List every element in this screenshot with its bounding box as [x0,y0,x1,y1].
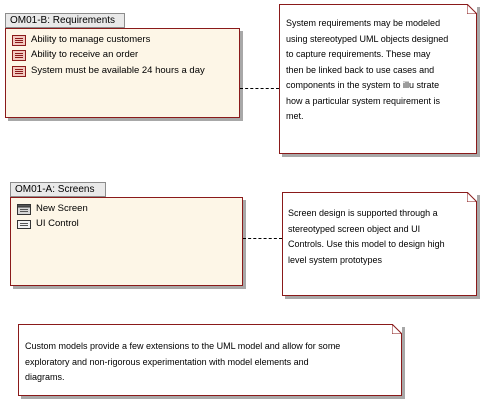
requirement-label: System must be available 24 hours a day [31,65,205,76]
package-tab[interactable] [10,182,106,197]
note-line: exploratory and non-rigorous experimentation with model elements and [25,356,309,367]
package-tab[interactable] [5,13,125,28]
ui-control-label: UI Control [36,218,79,229]
screen-icon [17,204,31,215]
requirement-icon [12,35,26,46]
note-text [286,16,448,125]
requirement-icon [12,50,26,61]
note-fold-icon [467,4,477,14]
note-line: Controls. Use this model to design high [288,239,445,249]
requirement-item[interactable] [12,33,150,47]
note-line: to capture requirements. These may [286,49,431,59]
note-line: how a particular system requirement is [286,95,441,106]
note-line: diagrams. [25,372,65,382]
note-line: Custom models provide a few extensions to the UML model and allow for some [25,341,341,351]
ui-control-item[interactable] [17,217,79,231]
note-requirements[interactable] [279,4,477,154]
note-line: Screen design is supported through a [288,208,438,218]
package-title: OM01-A: Screens [15,184,95,195]
note-line: using stereotyped UML objects designed [286,33,449,44]
note-screens[interactable] [282,192,477,296]
screen-label: New Screen [36,203,88,214]
note-text [288,206,445,268]
note-line: components in the system to illu strate [286,80,440,90]
requirement-item[interactable] [12,48,138,62]
package-body[interactable] [10,197,243,286]
ui-control-icon [17,219,31,230]
requirement-label: Ability to manage customers [31,34,151,45]
note-line: met. [286,111,304,121]
requirement-icon [12,66,26,77]
package-body[interactable] [5,28,240,118]
note-line: stereotyped screen object and UI [288,223,421,234]
note-connector [240,88,279,89]
note-line: then be linked back to use cases and [286,64,435,75]
note-line: level system prototypes [288,254,383,265]
note-text [25,339,340,386]
note-connector [243,238,282,239]
screen-item[interactable] [17,202,88,216]
note-fold-icon [467,192,477,202]
requirement-label: Ability to receive an order [31,49,139,60]
note-fold-icon [392,324,402,334]
note-custom-models[interactable] [18,324,402,396]
package-title: OM01-B: Requirements [10,15,116,26]
requirement-item[interactable] [12,64,205,78]
note-line: System requirements may be modeled [286,18,441,28]
